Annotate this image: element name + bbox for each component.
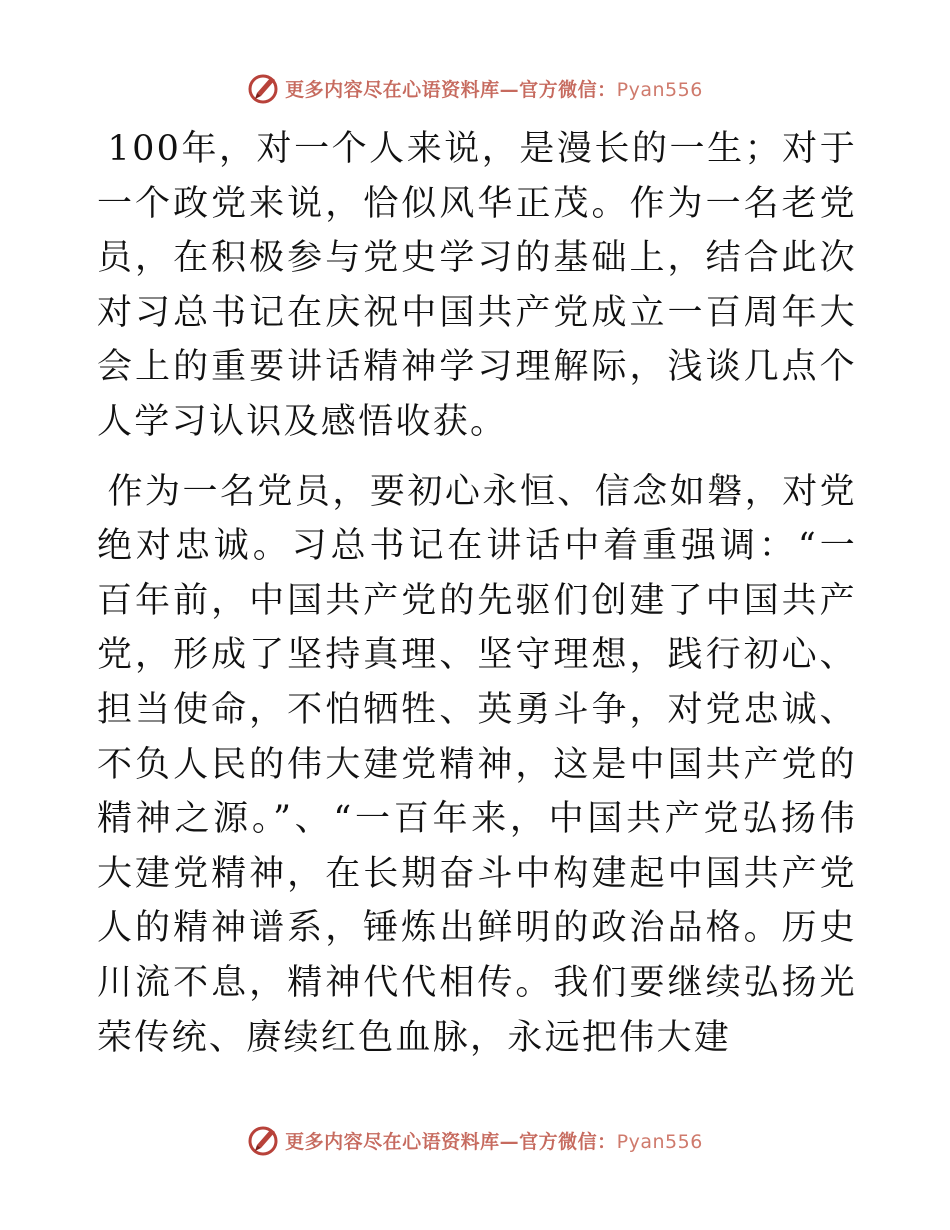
pen-logo-icon [247, 1123, 281, 1157]
pen-logo-icon [247, 71, 281, 105]
watermark-text [285, 75, 703, 102]
watermark-header [0, 68, 950, 108]
watermark-footer [0, 1120, 950, 1160]
watermark-text [285, 1127, 703, 1154]
paragraph-2: 作为一名党员，要初心永恒、信念如磐，对党绝对忠诚。习总书记在讲话中着重强调：“一百年前，中国共产党的先驱们创建了中国共产党，形成了坚持真理、坚守理想，践行初心、担当使命，不怕牺牲、英勇斗争，对党忠诚、不负人民的伟大建党精神，这是中国共产党的精神之源。”、“一百年来，中国共产党弘扬伟大建党精神，在长期奋斗中构建起中国共产党人的精神谱系，锤炼出鲜明的政治品格。历史川流不息，精神代代相传。我们要继续弘扬光荣传统、赓续红色血脉，永远把伟大建 [97, 471, 857, 1058]
watermark-label: 更多内容尽在心语资料库—官方微信： [285, 78, 617, 101]
watermark-wechat-id: Pyan556 [616, 78, 703, 101]
paragraph-1: 100年，对一个人来说，是漫长的一生；对于一个政党来说，恰似风华正茂。作为一名老党员，在积极参与党史学习的基础上，结合此次对习总书记在庆祝中国共产党成立一百周年大会上的重要讲话精神学习理解际，浅谈几点个人学习认识及感悟收获。 [97, 129, 857, 442]
watermark-wechat-id: Pyan556 [616, 1130, 703, 1153]
document-body [97, 122, 857, 1065]
watermark-label: 更多内容尽在心语资料库—官方微信： [285, 1130, 617, 1153]
